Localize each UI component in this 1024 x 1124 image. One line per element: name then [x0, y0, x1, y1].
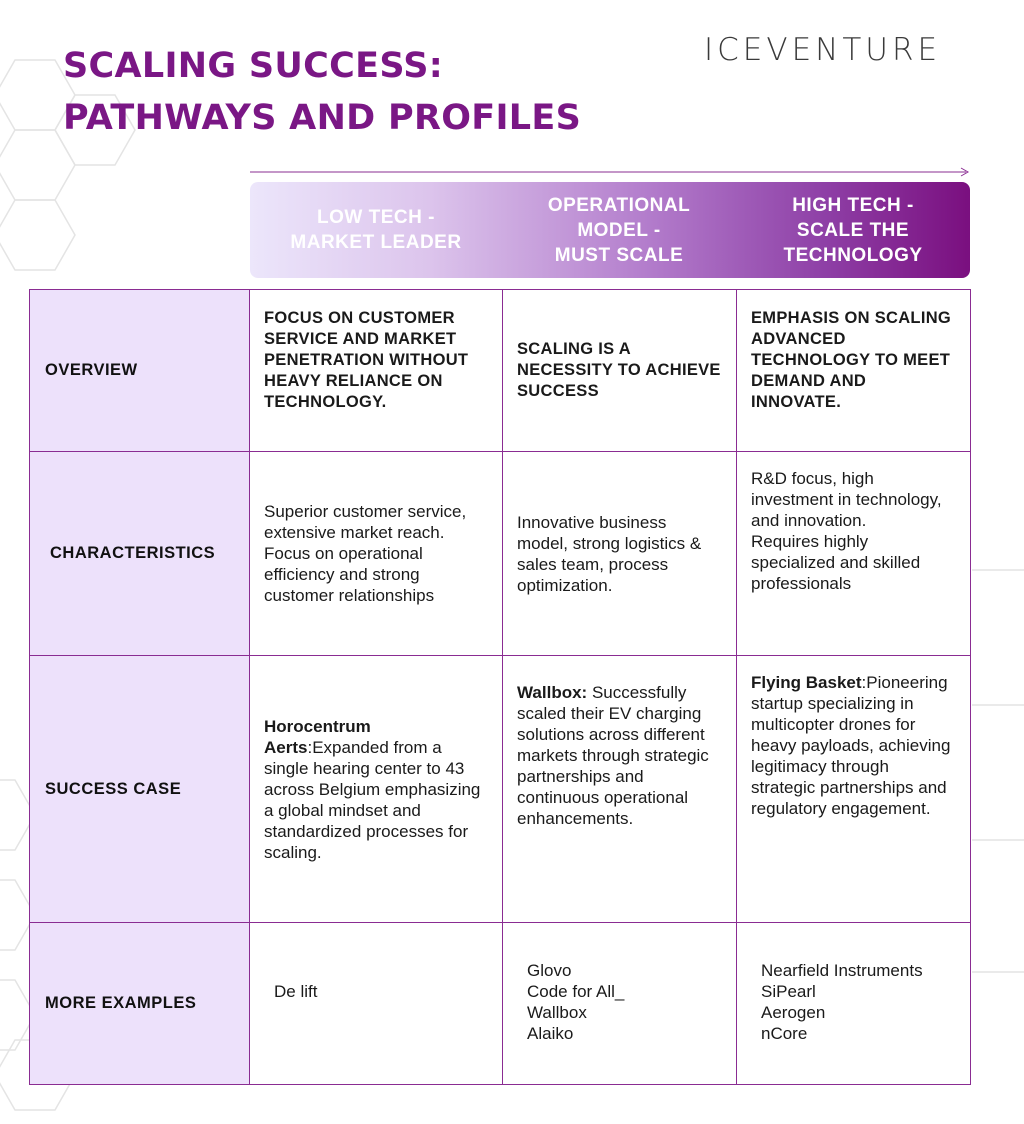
- characteristics-cell-low-tech: [250, 452, 503, 656]
- comparison-table: [29, 289, 971, 1085]
- example-item: Alaiko: [527, 1024, 574, 1043]
- row-label-characteristics: CHARACTERISTICS: [30, 452, 250, 656]
- examples-cell-high-tech: [737, 923, 971, 1085]
- iceventure-logo: ICEVENTURE: [704, 32, 942, 68]
- characteristics-text: Superior customer service, extensive market reach.: [264, 502, 467, 542]
- company-name: Flying Basket: [751, 673, 862, 692]
- column-header-low-tech: LOW TECH - MARKET LEADER: [290, 207, 462, 253]
- scale-arrow-icon: [250, 166, 972, 178]
- example-item: nCore: [761, 1024, 808, 1043]
- characteristics-cell-operational: [503, 452, 737, 656]
- column-header-high-tech: HIGH TECH - SCALE THE TECHNOLOGY: [783, 194, 923, 266]
- row-label-more-examples: MORE EXAMPLES: [30, 923, 250, 1085]
- row-label-overview: OVERVIEW: [30, 290, 250, 452]
- example-item: Glovo: [527, 961, 572, 980]
- example-item: De lift: [274, 982, 318, 1001]
- overview-cell-high-tech: EMPHASIS ON SCALING ADVANCED TECHNOLOGY TO MEET DEMAND AND INNOVATE.: [737, 290, 971, 452]
- overview-cell-low-tech: FOCUS ON CUSTOMER SERVICE AND MARKET PENETRATION WITHOUT HEAVY RELIANCE ON TECHNOLOGY.: [250, 290, 503, 452]
- examples-cell-operational: [503, 923, 737, 1085]
- example-item: SiPearl: [761, 982, 816, 1001]
- success-case-text: Successfully scaled their EV charging solutions across different markets through strategic partnerships and continuous operational enhancements.: [517, 683, 709, 828]
- table-row-more-examples: [30, 923, 971, 1085]
- example-item: Code for All_: [527, 982, 625, 1001]
- characteristics-text: Requires highly specialized and skilled professionals: [751, 532, 921, 593]
- characteristics-text: Focus on operational efficiency and strong customer relationships: [264, 544, 435, 605]
- title-line-1: SCALING SUCCESS:: [63, 46, 444, 86]
- characteristics-text: Innovative business model, strong logistics & sales team, process optimization.: [517, 512, 702, 595]
- table-row-characteristics: [30, 452, 971, 656]
- success-case-cell-low-tech: Horocentrum Aerts:Expanded from a single hearing center to 43 across Belgium emphasizing a global mindset and standardized processes for scaling.: [250, 656, 503, 923]
- example-item: Aerogen: [761, 1003, 826, 1022]
- characteristics-cell-high-tech: [737, 452, 971, 656]
- success-case-text: Pioneering startup specializing in multicopter drones for heavy payloads, achieving legitimacy through strategic partnerships and regulatory engagement.: [751, 673, 951, 818]
- overview-cell-operational: SCALING IS A NECESSITY TO ACHIEVE SUCCESS: [503, 290, 737, 452]
- characteristics-text: R&D focus, high investment in technology, and innovation.: [751, 469, 942, 530]
- row-label-success-case: SUCCESS CASE: [30, 656, 250, 923]
- example-item: Nearfield Instruments: [761, 961, 923, 980]
- company-name: Wallbox:: [517, 683, 588, 702]
- table-row-overview: [30, 290, 971, 452]
- column-header-bar: [250, 182, 970, 278]
- page-title: [63, 40, 581, 144]
- success-case-text: Expanded from a single hearing center to 43 across Belgium emphasizing a global mindset and standardized processes for scaling.: [264, 737, 481, 862]
- table-row-success-case: [30, 656, 971, 923]
- example-item: Wallbox: [527, 1003, 587, 1022]
- title-line-2: PATHWAYS AND PROFILES: [63, 98, 582, 138]
- success-case-cell-operational: [503, 656, 737, 923]
- success-case-cell-high-tech: Flying Basket:Pioneering startup specializing in multicopter drones for heavy payloads, achieving legitimacy through strategic partnerships and regulatory engagement.: [737, 656, 971, 923]
- column-header-operational-model: OPERATIONAL MODEL - MUST SCALE: [547, 194, 691, 266]
- company-name: Horocentrum Aerts: [264, 716, 371, 757]
- examples-cell-low-tech: [250, 923, 503, 1085]
